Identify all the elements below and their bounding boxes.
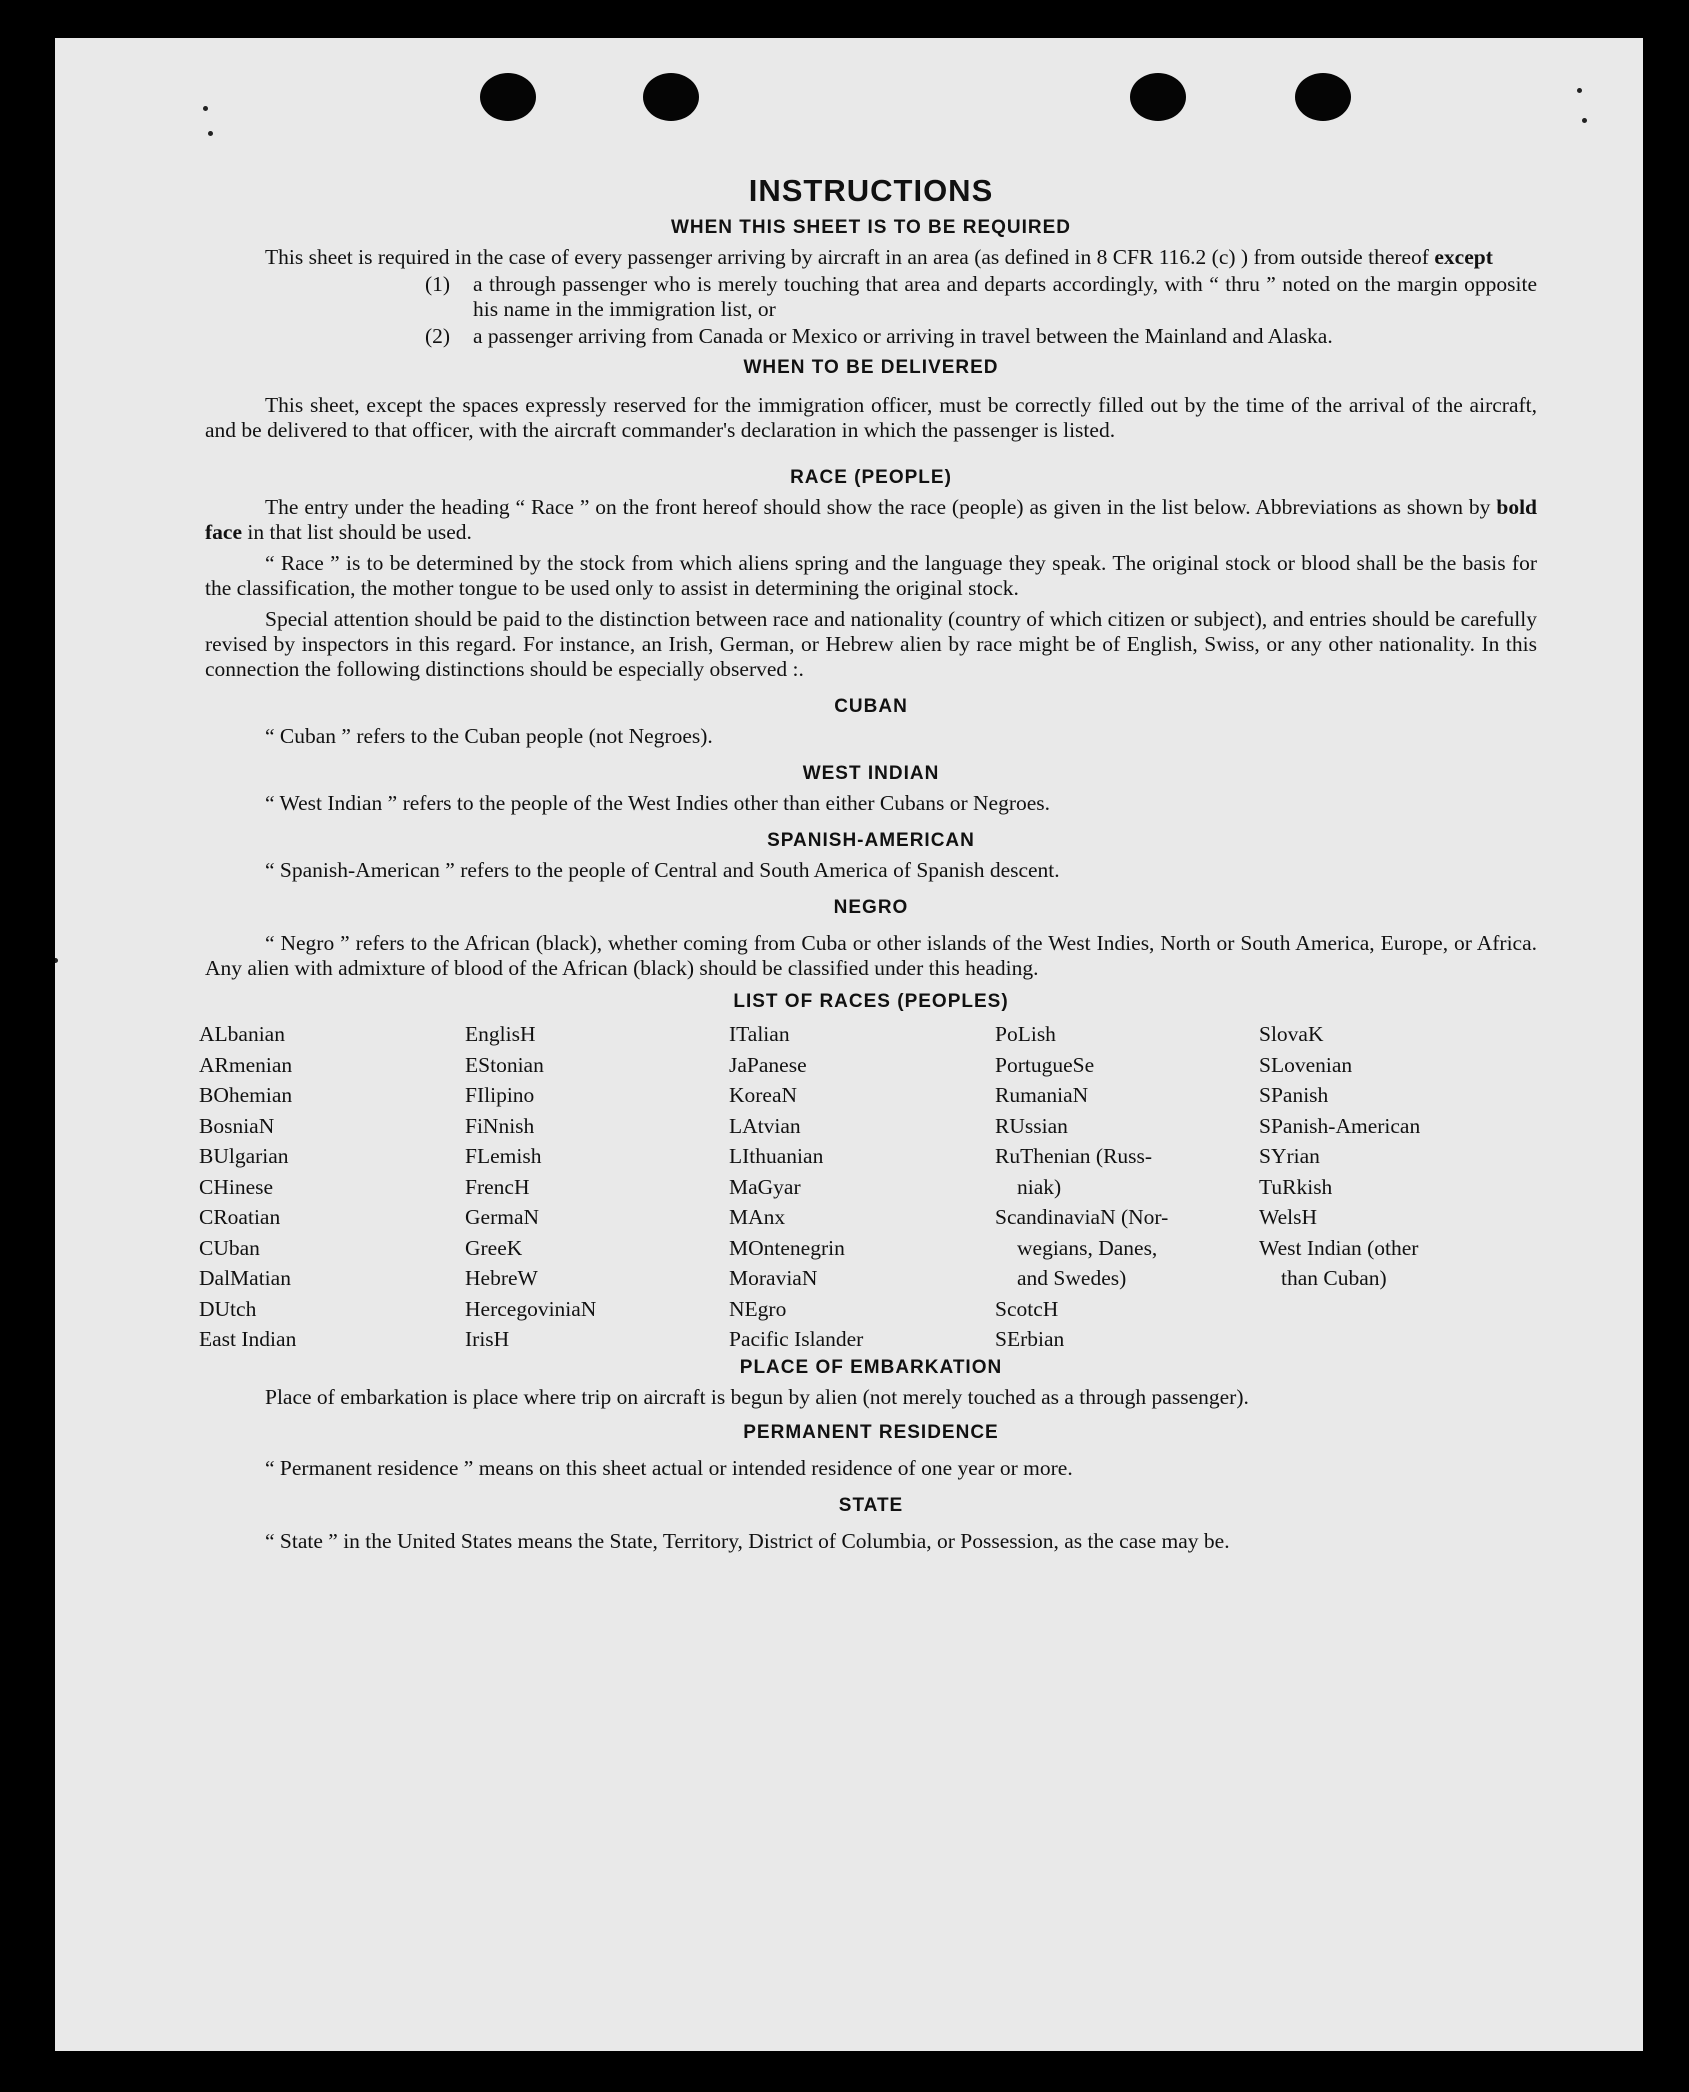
race-entry: HercegoviniaN — [465, 1296, 597, 1321]
race-entry: LAtvian — [729, 1113, 801, 1138]
emphasis-except: except — [1434, 245, 1493, 269]
race-entry: JaPanese — [729, 1052, 807, 1077]
race-entry: East Indian — [199, 1327, 297, 1351]
punch-hole — [1130, 73, 1186, 121]
instructions-content — [199, 173, 1537, 1554]
race-entry-continued: than Cuban) — [1281, 1266, 1387, 1290]
race-entry: DalMatian — [199, 1266, 291, 1290]
race-entry: BOhemian — [199, 1083, 293, 1107]
race-entry: BosniaN — [199, 1113, 275, 1138]
spanish-american-text: “ Spanish-American ” refers to the people of Central and South America of Spanish descent. — [265, 858, 1060, 882]
section-heading-embarkation: PLACE OF EMBARKATION — [739, 1356, 1003, 1378]
race-entry: West Indian (other — [1259, 1235, 1419, 1260]
section-heading-when-required: WHEN THIS SHEET IS TO BE REQUIRED — [670, 217, 1072, 238]
race-entry: WelsH — [1259, 1205, 1317, 1229]
race-entry: MoraviaN — [729, 1266, 818, 1290]
race-entry: EnglisH — [465, 1022, 536, 1046]
race-entry: DUtch — [199, 1296, 257, 1321]
race-entry: FLemish — [465, 1144, 542, 1168]
races-column-4 — [995, 1019, 1259, 1355]
race-entry: LIthuanian — [729, 1144, 824, 1168]
punch-hole — [480, 73, 536, 121]
race-entry: IrisH — [465, 1327, 510, 1351]
race-entry: CRoatian — [199, 1205, 281, 1229]
race-entry: EStonian — [465, 1052, 544, 1077]
race-entry: FiNnish — [465, 1113, 535, 1138]
negro-text: “ Negro ” refers to the African (black), whether coming from Cuba or other islands of the West Indies, North or South America, Europe, or Africa. Any alien with admixture of blood of the African (black) should be classified under this heading. — [205, 931, 1537, 980]
section-heading-spanish-american: SPANISH-AMERICAN — [767, 830, 975, 851]
section-heading-when-delivered: WHEN TO BE DELIVERED — [743, 357, 999, 378]
race-entry: GreeK — [465, 1235, 523, 1260]
section-heading-state: STATE — [838, 1494, 904, 1516]
item-text: a through passenger who is merely touching that area and departs accordingly, with “ thru ” noted on the margin opposite his name in the immigration list, or — [473, 272, 1537, 321]
race-entry: RumaniaN — [995, 1083, 1089, 1107]
race-entry-continued: and Swedes) — [1017, 1266, 1127, 1290]
race-entry: MaGyar — [729, 1174, 801, 1199]
exception-item — [425, 324, 1537, 349]
race-entry: ScotcH — [995, 1296, 1059, 1321]
race-entry: MOntenegrin — [729, 1235, 845, 1260]
race-entry: KoreaN — [729, 1083, 798, 1107]
race-entry: CHinese — [199, 1174, 274, 1199]
race-entry: SErbian — [995, 1327, 1065, 1351]
race-entry: ScandinaviaN (Nor- — [995, 1205, 1169, 1229]
race-entry: NEgro — [729, 1296, 787, 1321]
section-heading-cuban: CUBAN — [834, 696, 908, 717]
race-entry: ITalian — [729, 1022, 790, 1046]
race-entry: RuThenian (Russ- — [995, 1144, 1153, 1168]
race-entry: GermaN — [465, 1205, 540, 1229]
when-delivered-text: This sheet, except the spaces expressly reserved for the immigration officer, must be correctly filled out by the time of the arrival of the aircraft, and be delivered to that officer, with the aircraft commander's declaration in which the passenger is listed. — [205, 393, 1537, 442]
speck — [1577, 88, 1582, 93]
race-entry: Pacific Islander — [729, 1327, 864, 1351]
races-list — [199, 1019, 1537, 1355]
race-entry: SYrian — [1259, 1144, 1320, 1168]
cuban-text: “ Cuban ” refers to the Cuban people (not Negroes). — [265, 724, 713, 748]
document-page — [55, 38, 1643, 2051]
race-entry: SPanish — [1259, 1083, 1329, 1107]
race-entry: BUlgarian — [199, 1144, 289, 1168]
section-heading-list-of-races: LIST OF RACES (PEOPLES) — [733, 991, 1009, 1012]
speck — [1582, 118, 1587, 123]
race-entry: FrencH — [465, 1174, 530, 1199]
races-column-2 — [465, 1019, 729, 1355]
speck — [203, 106, 208, 111]
race-entry: CUban — [199, 1235, 260, 1260]
section-heading-west-indian: WEST INDIAN — [802, 763, 940, 784]
emphasis-bold-face: bold face — [205, 495, 1537, 544]
race-entry-continued: niak) — [1017, 1174, 1062, 1199]
race-entry: PoLish — [995, 1022, 1056, 1046]
race-entry: SLovenian — [1259, 1052, 1353, 1077]
exception-item — [425, 272, 1537, 322]
race-entry: MAnx — [729, 1205, 786, 1229]
page-title: INSTRUCTIONS — [748, 173, 994, 208]
section-heading-permanent-residence: PERMANENT RESIDENCE — [743, 1421, 999, 1443]
state-text: “ State ” in the United States means the State, Territory, District of Columbia, or Possession, as the case may be. — [265, 1528, 1230, 1553]
permanent-residence-text: “ Permanent residence ” means on this sheet actual or intended residence of one year or more. — [265, 1455, 1073, 1480]
section-heading-race: RACE (PEOPLE) — [790, 467, 952, 488]
race-paragraph-2: “ Race ” is to be determined by the stock from which aliens spring and the language they speak. The original stock or blood shall be the basis for the classification, the mother tongue to be used only to assist in determining the original stock. — [205, 551, 1537, 600]
race-entry: ALbanian — [199, 1022, 285, 1046]
races-column-3 — [729, 1019, 995, 1355]
race-entry: SlovaK — [1259, 1022, 1324, 1046]
race-paragraph-3: Special attention should be paid to the distinction between race and nationality (country of which citizen or subject), and entries should be carefully revised by inspectors in this regard. For instance, an Irish, German, or Hebrew alien by race might be of English, Swiss, or any other nationality. In this connection the following distinctions should be especially observed :. — [205, 607, 1537, 681]
race-entry: PortugueSe — [995, 1052, 1095, 1077]
punch-hole — [1295, 73, 1351, 121]
embarkation-text: Place of embarkation is place where trip on aircraft is begun by alien (not merely touched as a through passenger). — [265, 1384, 1249, 1409]
speck — [208, 131, 213, 136]
race-entry: TuRkish — [1259, 1174, 1333, 1199]
item-number: (2) — [425, 324, 451, 348]
west-indian-text: “ West Indian ” refers to the people of the West Indies other than either Cubans or Negroes. — [265, 791, 1051, 815]
race-entry: ARmenian — [199, 1052, 293, 1077]
race-entry: FIlipino — [465, 1083, 535, 1107]
race-entry: RUssian — [995, 1113, 1068, 1138]
race-paragraph-1: The entry under the heading “ Race ” on the front hereof should show the race (people) as given in the list below. Abbreviations as shown by bold face in that list should be used. — [205, 495, 1537, 544]
section-heading-negro: NEGRO — [833, 897, 909, 918]
race-entry: HebreW — [465, 1266, 538, 1290]
punch-hole — [643, 73, 699, 121]
race-entry: SPanish-American — [1259, 1113, 1421, 1138]
race-entry-continued: wegians, Danes, — [1017, 1235, 1158, 1260]
speck — [55, 958, 58, 963]
item-text: a passenger arriving from Canada or Mexico or arriving in travel between the Mainland and Alaska. — [473, 324, 1333, 348]
item-number: (1) — [425, 272, 451, 296]
when-required-text: This sheet is required in the case of every passenger arriving by aircraft in an area (as defined in 8 CFR 116.2 (c) ) from outside thereof except — [265, 245, 1493, 269]
races-column-5 — [1259, 1019, 1509, 1355]
races-column-1 — [199, 1019, 465, 1355]
